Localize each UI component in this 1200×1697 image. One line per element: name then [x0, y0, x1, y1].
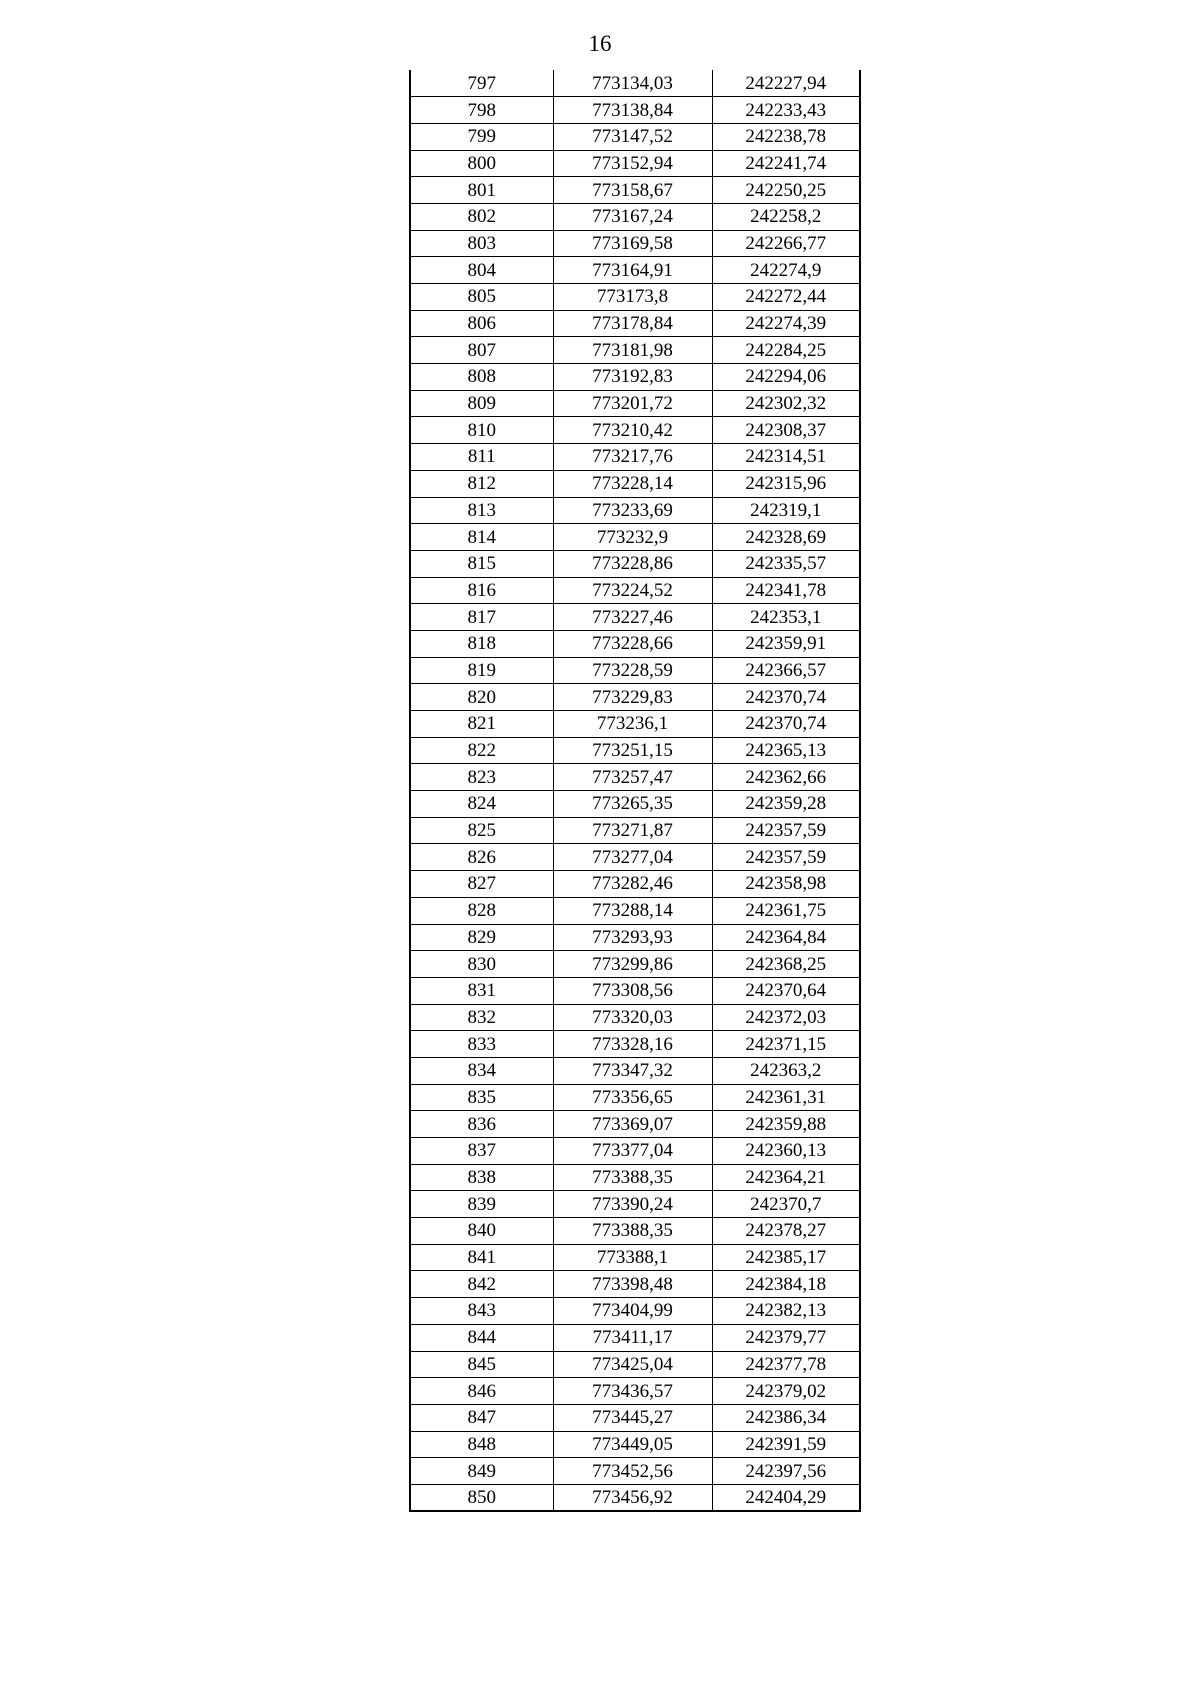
point-number-cell: 803: [410, 230, 553, 257]
point-number-cell: 844: [410, 1324, 553, 1351]
x-coordinate-cell: 773347,32: [553, 1057, 712, 1084]
y-coordinate-cell: 242404,29: [712, 1484, 860, 1511]
y-coordinate-cell: 242379,02: [712, 1378, 860, 1405]
y-coordinate-cell: 242335,57: [712, 550, 860, 577]
table-row: [410, 1324, 860, 1351]
point-number-cell: 798: [410, 97, 553, 124]
x-coordinate-cell: 773201,72: [553, 390, 712, 417]
x-coordinate-cell: 773388,35: [553, 1164, 712, 1191]
y-coordinate-cell: 242359,88: [712, 1111, 860, 1138]
y-coordinate-cell: 242379,77: [712, 1324, 860, 1351]
y-coordinate-cell: 242370,74: [712, 684, 860, 711]
table-row: [410, 711, 860, 738]
table-row: [410, 337, 860, 364]
table-row: [410, 1351, 860, 1378]
table-row: [410, 70, 860, 97]
table-row: [410, 177, 860, 204]
point-number-cell: 834: [410, 1057, 553, 1084]
y-coordinate-cell: 242397,56: [712, 1458, 860, 1485]
point-number-cell: 822: [410, 737, 553, 764]
table-row: [410, 310, 860, 337]
point-number-cell: 828: [410, 897, 553, 924]
point-number-cell: 804: [410, 257, 553, 284]
point-number-cell: 823: [410, 764, 553, 791]
y-coordinate-cell: 242258,2: [712, 203, 860, 230]
point-number-cell: 833: [410, 1031, 553, 1058]
y-coordinate-cell: 242359,91: [712, 630, 860, 657]
table-row: [410, 1404, 860, 1431]
x-coordinate-cell: 773227,46: [553, 604, 712, 631]
point-number-cell: 829: [410, 924, 553, 951]
y-coordinate-cell: 242315,96: [712, 470, 860, 497]
y-coordinate-cell: 242266,77: [712, 230, 860, 257]
x-coordinate-cell: 773147,52: [553, 123, 712, 150]
x-coordinate-cell: 773308,56: [553, 977, 712, 1004]
point-number-cell: 801: [410, 177, 553, 204]
point-number-cell: 805: [410, 284, 553, 311]
y-coordinate-cell: 242370,74: [712, 711, 860, 738]
table-row: [410, 284, 860, 311]
point-number-cell: 842: [410, 1271, 553, 1298]
point-number-cell: 827: [410, 871, 553, 898]
x-coordinate-cell: 773233,69: [553, 497, 712, 524]
page-number: 16: [588, 31, 612, 56]
x-coordinate-cell: 773210,42: [553, 417, 712, 444]
y-coordinate-cell: 242391,59: [712, 1431, 860, 1458]
table-row: [410, 684, 860, 711]
x-coordinate-cell: 773288,14: [553, 897, 712, 924]
x-coordinate-cell: 773192,83: [553, 364, 712, 391]
y-coordinate-cell: 242358,98: [712, 871, 860, 898]
x-coordinate-cell: 773257,47: [553, 764, 712, 791]
point-number-cell: 832: [410, 1004, 553, 1031]
x-coordinate-cell: 773271,87: [553, 817, 712, 844]
x-coordinate-cell: 773425,04: [553, 1351, 712, 1378]
point-number-cell: 800: [410, 150, 553, 177]
table-row: [410, 604, 860, 631]
x-coordinate-cell: 773282,46: [553, 871, 712, 898]
table-row: [410, 390, 860, 417]
point-number-cell: 817: [410, 604, 553, 631]
point-number-cell: 850: [410, 1484, 553, 1511]
y-coordinate-cell: 242353,1: [712, 604, 860, 631]
table-row: [410, 230, 860, 257]
table-row: [410, 1164, 860, 1191]
point-number-cell: 797: [410, 70, 553, 97]
x-coordinate-cell: 773167,24: [553, 203, 712, 230]
x-coordinate-cell: 773236,1: [553, 711, 712, 738]
point-number-cell: 830: [410, 951, 553, 978]
x-coordinate-cell: 773228,86: [553, 550, 712, 577]
y-coordinate-cell: 242272,44: [712, 284, 860, 311]
point-number-cell: 837: [410, 1138, 553, 1165]
table-row: [410, 497, 860, 524]
point-number-cell: 816: [410, 577, 553, 604]
x-coordinate-cell: 773456,92: [553, 1484, 712, 1511]
y-coordinate-cell: 242364,84: [712, 924, 860, 951]
x-coordinate-cell: 773251,15: [553, 737, 712, 764]
x-coordinate-cell: 773388,35: [553, 1218, 712, 1245]
x-coordinate-cell: 773299,86: [553, 951, 712, 978]
y-coordinate-cell: 242328,69: [712, 524, 860, 551]
y-coordinate-cell: 242233,43: [712, 97, 860, 124]
table-row: [410, 257, 860, 284]
point-number-cell: 838: [410, 1164, 553, 1191]
y-coordinate-cell: 242361,31: [712, 1084, 860, 1111]
x-coordinate-cell: 773293,93: [553, 924, 712, 951]
y-coordinate-cell: 242371,15: [712, 1031, 860, 1058]
table-row: [410, 1218, 860, 1245]
y-coordinate-cell: 242314,51: [712, 444, 860, 471]
y-coordinate-cell: 242294,06: [712, 364, 860, 391]
x-coordinate-cell: 773138,84: [553, 97, 712, 124]
y-coordinate-cell: 242365,13: [712, 737, 860, 764]
table-row: [410, 657, 860, 684]
table-row: [410, 1244, 860, 1271]
table-row: [410, 951, 860, 978]
table-row: [410, 123, 860, 150]
x-coordinate-cell: 773369,07: [553, 1111, 712, 1138]
y-coordinate-cell: 242302,32: [712, 390, 860, 417]
x-coordinate-cell: 773178,84: [553, 310, 712, 337]
table-row: [410, 1191, 860, 1218]
y-coordinate-cell: 242359,28: [712, 791, 860, 818]
y-coordinate-cell: 242378,27: [712, 1218, 860, 1245]
y-coordinate-cell: 242377,78: [712, 1351, 860, 1378]
point-number-cell: 814: [410, 524, 553, 551]
y-coordinate-cell: 242274,9: [712, 257, 860, 284]
x-coordinate-cell: 773449,05: [553, 1431, 712, 1458]
coordinates-table: [409, 70, 861, 1512]
point-number-cell: 819: [410, 657, 553, 684]
point-number-cell: 807: [410, 337, 553, 364]
x-coordinate-cell: 773377,04: [553, 1138, 712, 1165]
x-coordinate-cell: 773134,03: [553, 70, 712, 97]
x-coordinate-cell: 773404,99: [553, 1298, 712, 1325]
x-coordinate-cell: 773164,91: [553, 257, 712, 284]
y-coordinate-cell: 242384,18: [712, 1271, 860, 1298]
x-coordinate-cell: 773452,56: [553, 1458, 712, 1485]
x-coordinate-cell: 773265,35: [553, 791, 712, 818]
point-number-cell: 810: [410, 417, 553, 444]
table-row: [410, 150, 860, 177]
y-coordinate-cell: 242274,39: [712, 310, 860, 337]
point-number-cell: 812: [410, 470, 553, 497]
table-row: [410, 1111, 860, 1138]
table-row: [410, 470, 860, 497]
x-coordinate-cell: 773224,52: [553, 577, 712, 604]
table-row: [410, 817, 860, 844]
point-number-cell: 846: [410, 1378, 553, 1405]
point-number-cell: 818: [410, 630, 553, 657]
y-coordinate-cell: 242386,34: [712, 1404, 860, 1431]
y-coordinate-cell: 242385,17: [712, 1244, 860, 1271]
x-coordinate-cell: 773445,27: [553, 1404, 712, 1431]
x-coordinate-cell: 773229,83: [553, 684, 712, 711]
table-row: [410, 1484, 860, 1511]
table-row: [410, 1378, 860, 1405]
y-coordinate-cell: 242284,25: [712, 337, 860, 364]
y-coordinate-cell: 242364,21: [712, 1164, 860, 1191]
y-coordinate-cell: 242319,1: [712, 497, 860, 524]
y-coordinate-cell: 242341,78: [712, 577, 860, 604]
table-row: [410, 897, 860, 924]
table-row: [410, 791, 860, 818]
table-row: [410, 1084, 860, 1111]
point-number-cell: 841: [410, 1244, 553, 1271]
point-number-cell: 826: [410, 844, 553, 871]
x-coordinate-cell: 773173,8: [553, 284, 712, 311]
x-coordinate-cell: 773169,58: [553, 230, 712, 257]
table-row: [410, 630, 860, 657]
table-row: [410, 977, 860, 1004]
x-coordinate-cell: 773356,65: [553, 1084, 712, 1111]
point-number-cell: 835: [410, 1084, 553, 1111]
y-coordinate-cell: 242238,78: [712, 123, 860, 150]
y-coordinate-cell: 242360,13: [712, 1138, 860, 1165]
table-row: [410, 737, 860, 764]
table-row: [410, 924, 860, 951]
table-row: [410, 577, 860, 604]
y-coordinate-cell: 242372,03: [712, 1004, 860, 1031]
table-row: [410, 417, 860, 444]
table-row: [410, 1057, 860, 1084]
y-coordinate-cell: 242250,25: [712, 177, 860, 204]
x-coordinate-cell: 773328,16: [553, 1031, 712, 1058]
point-number-cell: 825: [410, 817, 553, 844]
y-coordinate-cell: 242357,59: [712, 817, 860, 844]
x-coordinate-cell: 773232,9: [553, 524, 712, 551]
y-coordinate-cell: 242227,94: [712, 70, 860, 97]
x-coordinate-cell: 773228,66: [553, 630, 712, 657]
table-row: [410, 550, 860, 577]
table-row: [410, 1271, 860, 1298]
point-number-cell: 815: [410, 550, 553, 577]
x-coordinate-cell: 773158,67: [553, 177, 712, 204]
point-number-cell: 806: [410, 310, 553, 337]
y-coordinate-cell: 242241,74: [712, 150, 860, 177]
point-number-cell: 836: [410, 1111, 553, 1138]
point-number-cell: 809: [410, 390, 553, 417]
y-coordinate-cell: 242362,66: [712, 764, 860, 791]
table-row: [410, 1138, 860, 1165]
table-row: [410, 1004, 860, 1031]
point-number-cell: 847: [410, 1404, 553, 1431]
point-number-cell: 802: [410, 203, 553, 230]
point-number-cell: 799: [410, 123, 553, 150]
point-number-cell: 848: [410, 1431, 553, 1458]
point-number-cell: 811: [410, 444, 553, 471]
point-number-cell: 824: [410, 791, 553, 818]
x-coordinate-cell: 773398,48: [553, 1271, 712, 1298]
table-row: [410, 1431, 860, 1458]
table-row: [410, 1458, 860, 1485]
x-coordinate-cell: 773152,94: [553, 150, 712, 177]
x-coordinate-cell: 773277,04: [553, 844, 712, 871]
point-number-cell: 808: [410, 364, 553, 391]
table-row: [410, 444, 860, 471]
y-coordinate-cell: 242357,59: [712, 844, 860, 871]
y-coordinate-cell: 242370,7: [712, 1191, 860, 1218]
table-row: [410, 1031, 860, 1058]
table-row: [410, 364, 860, 391]
x-coordinate-cell: 773228,59: [553, 657, 712, 684]
point-number-cell: 839: [410, 1191, 553, 1218]
x-coordinate-cell: 773228,14: [553, 470, 712, 497]
x-coordinate-cell: 773390,24: [553, 1191, 712, 1218]
table-row: [410, 97, 860, 124]
table-row: [410, 764, 860, 791]
x-coordinate-cell: 773181,98: [553, 337, 712, 364]
point-number-cell: 821: [410, 711, 553, 738]
table-row: [410, 524, 860, 551]
y-coordinate-cell: 242366,57: [712, 657, 860, 684]
point-number-cell: 840: [410, 1218, 553, 1245]
y-coordinate-cell: 242370,64: [712, 977, 860, 1004]
point-number-cell: 820: [410, 684, 553, 711]
table-row: [410, 1298, 860, 1325]
table-row: [410, 871, 860, 898]
x-coordinate-cell: 773436,57: [553, 1378, 712, 1405]
y-coordinate-cell: 242361,75: [712, 897, 860, 924]
y-coordinate-cell: 242382,13: [712, 1298, 860, 1325]
table-row: [410, 844, 860, 871]
x-coordinate-cell: 773320,03: [553, 1004, 712, 1031]
y-coordinate-cell: 242368,25: [712, 951, 860, 978]
point-number-cell: 813: [410, 497, 553, 524]
y-coordinate-cell: 242363,2: [712, 1057, 860, 1084]
point-number-cell: 845: [410, 1351, 553, 1378]
table-row: [410, 203, 860, 230]
x-coordinate-cell: 773217,76: [553, 444, 712, 471]
x-coordinate-cell: 773388,1: [553, 1244, 712, 1271]
x-coordinate-cell: 773411,17: [553, 1324, 712, 1351]
point-number-cell: 843: [410, 1298, 553, 1325]
y-coordinate-cell: 242308,37: [712, 417, 860, 444]
coordinates-table-body: [410, 70, 860, 1511]
point-number-cell: 849: [410, 1458, 553, 1485]
point-number-cell: 831: [410, 977, 553, 1004]
